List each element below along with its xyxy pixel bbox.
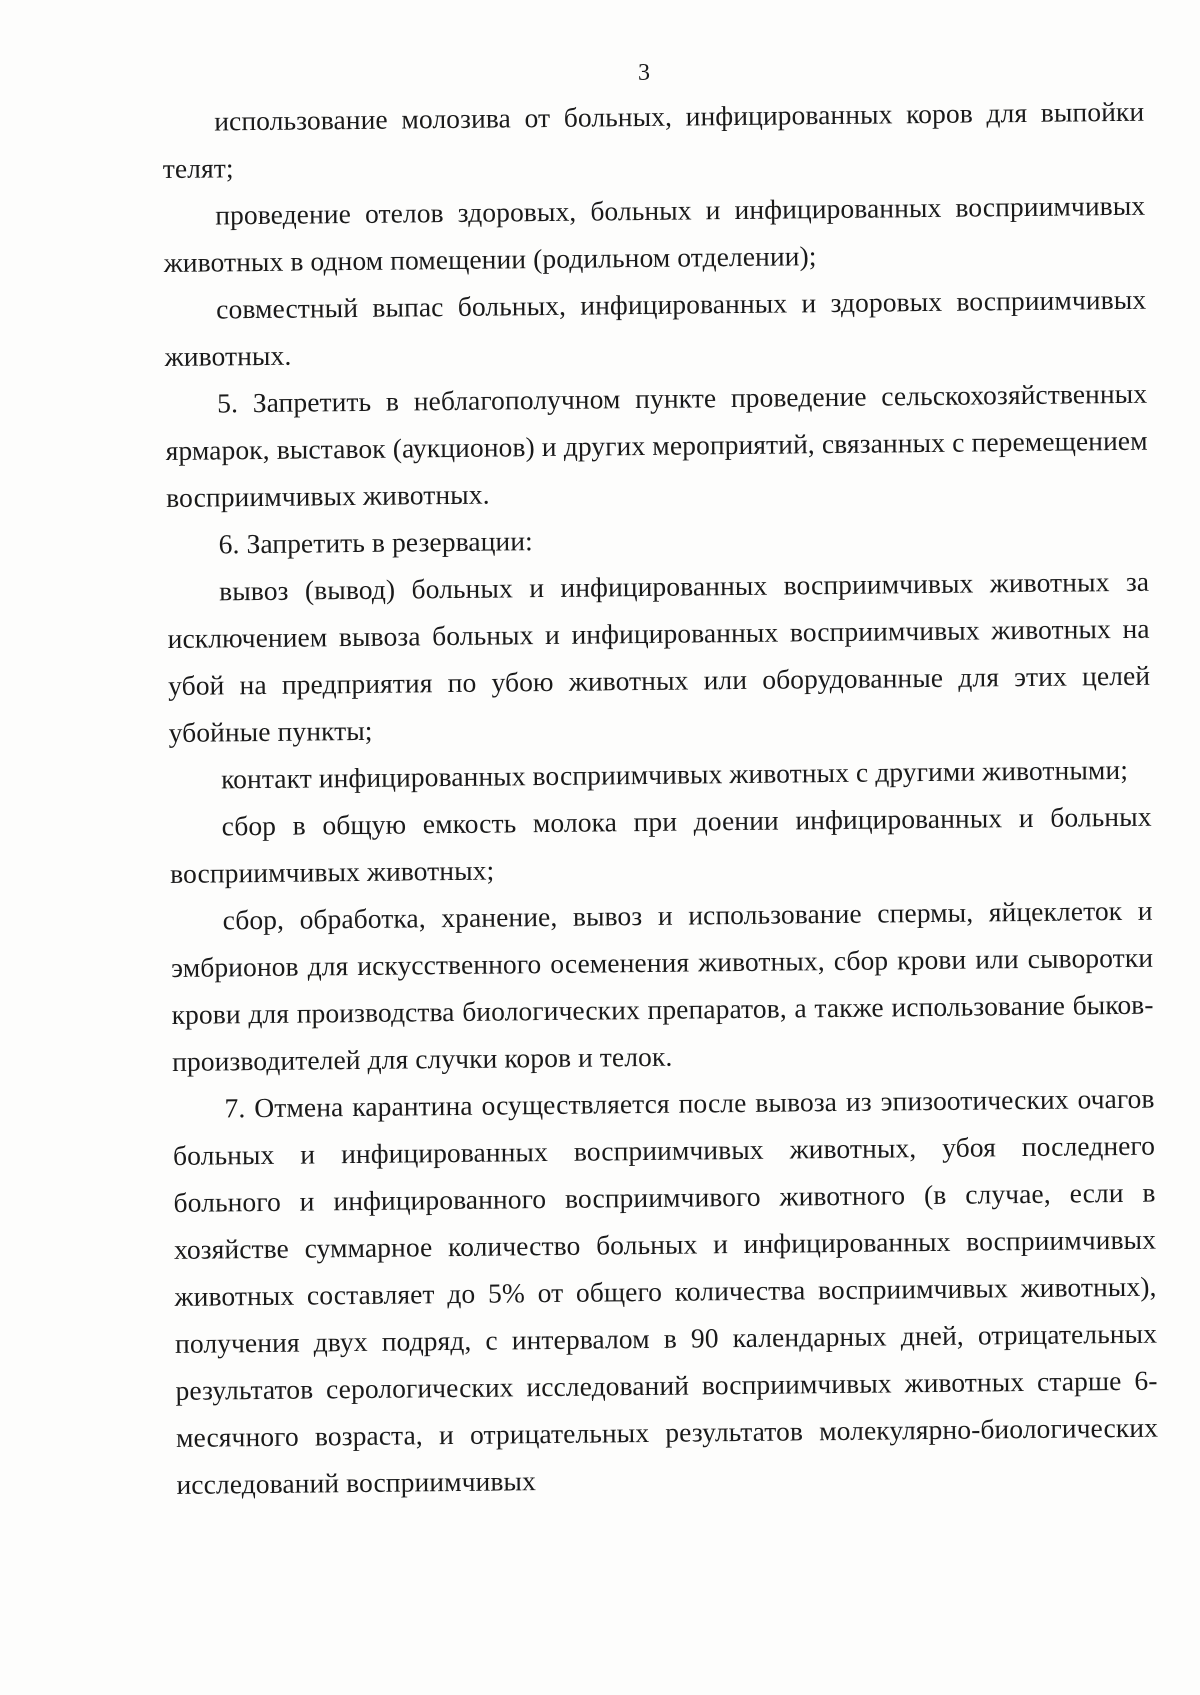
paragraph-calving: проведение отелов здоровых, больных и инфицированных восприимчивых животных в одном помещении (родильном отделении);: [163, 189, 1146, 278]
paragraph-item-5: 5. Запретить в неблагополучном пункте проведение сельскохозяйственных ярмарок, выставок (аукционов) и других мероприятий, связанных с перемещением восприимчивых животных.: [165, 377, 1148, 513]
document-body: [162, 88, 1159, 1508]
paragraph-item-6: 6. Запретить в резервации:: [218, 525, 533, 560]
paragraph-grazing: совместный выпас больных, инфицированных и здоровых восприимчивых животных.: [164, 283, 1147, 372]
paragraph-contact: контакт инфицированных восприимчивых животных с другими животными;: [220, 753, 1129, 795]
paragraph-removal: вывоз (вывод) больных и инфицированных восприимчивых животных за исключением вывоза больных и инфицированных восприимчивых животных на убой на предприятия по убою животных или оборудованные для этих целей убойные пункты;: [167, 565, 1151, 748]
paragraph-colostrum: использование молозива от больных, инфицированных коров для выпойки телят;: [162, 95, 1145, 184]
page-number: 3: [638, 60, 650, 86]
paragraph-semen: сбор, обработка, хранение, вывоз и использование спермы, яйцеклеток и эмбрионов для искусственного осеменения животных, сбор крови или сыворотки крови для производства биологических препаратов, а также использование быков-производителей для случки коров и телок.: [170, 894, 1154, 1077]
paragraph-milk: сбор в общую емкость молока при доении инфицированных и больных восприимчивых животных;: [169, 800, 1152, 889]
paragraph-item-7: 7. Отмена карантина осуществляется после вывоза из эпизоотических очагов больных и инфицированных восприимчивых животных, убоя последнего больного и инфицированного восприимчивого животного (в случае, если в хозяйстве суммарное количество больных и инфицированных восприимчивых животных составляет до 5% от общего количества восприимчивых животных), получения двух подряд, с интервалом в 90 календарных дней, отрицательных результатов серологических исследований восприимчивых животных старше 6-месячного возраста, и отрицательных результатов молекулярно-биологических исследований восприимчивых: [172, 1082, 1159, 1500]
